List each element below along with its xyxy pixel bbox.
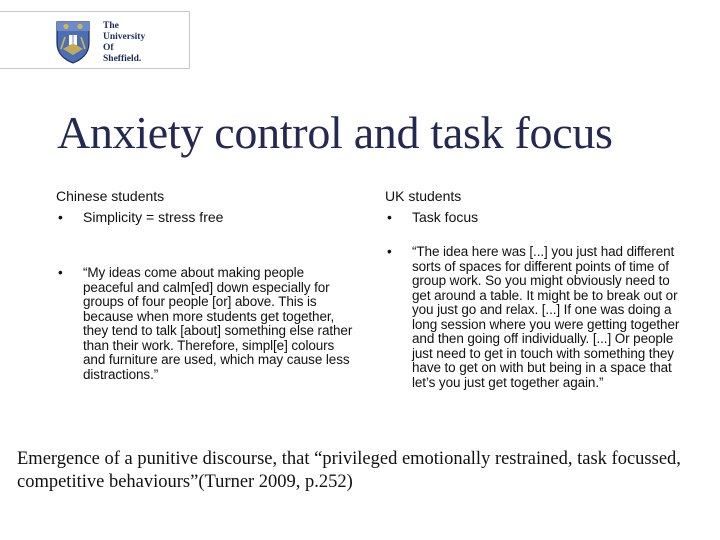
logo-line: Of (103, 43, 114, 53)
slide-title: Anxiety control and task focus (57, 107, 613, 158)
crest-icon (53, 19, 93, 65)
bullet-icon: • (58, 265, 63, 280)
chinese-students-column (56, 188, 356, 382)
logo-line: University (103, 32, 146, 42)
bullet-icon: • (387, 244, 392, 259)
list-item (385, 245, 685, 390)
bullet-icon: • (387, 209, 392, 225)
list-item (56, 209, 356, 226)
quote-text: “The idea here was [...] you just had different sorts of spaces for different points of time of group work. So you might obviously need to get around a table. It might be to break out or you just go and relax. [...] If one was doing a long session where you were getting together and then going off individually. [...] Or people just need to get in touch with something they have to get on with but being in a space that let’s you just get together again.” (412, 244, 680, 390)
bullet-icon: • (58, 209, 63, 225)
quote-text: “My ideas come about making people peaceful and calm[ed] down especially for groups of four people [or] above. This is because when more students get together, they tend to talk [about] something else rather than their work. Therefore, simpl[e] colours and furniture are used, which may cause less distractions.” (83, 265, 353, 382)
column-heading: UK students (385, 188, 462, 204)
list-item (56, 266, 356, 382)
column-heading: Chinese students (56, 188, 165, 204)
university-logo (0, 11, 190, 69)
logo-line: Sheffield. (103, 54, 142, 64)
logo-line: The (103, 21, 119, 31)
list-item-text: Simplicity = stress free (83, 209, 224, 225)
university-name (103, 21, 145, 65)
footer-statement: Emergence of a punitive discourse, that “privileged emotionally restrained, task focussed, competitive behaviours”(Turner 2009, p.252) (17, 449, 681, 492)
uk-students-column (385, 188, 685, 390)
list-item-text: Task focus (412, 209, 479, 225)
list-item (385, 209, 685, 226)
